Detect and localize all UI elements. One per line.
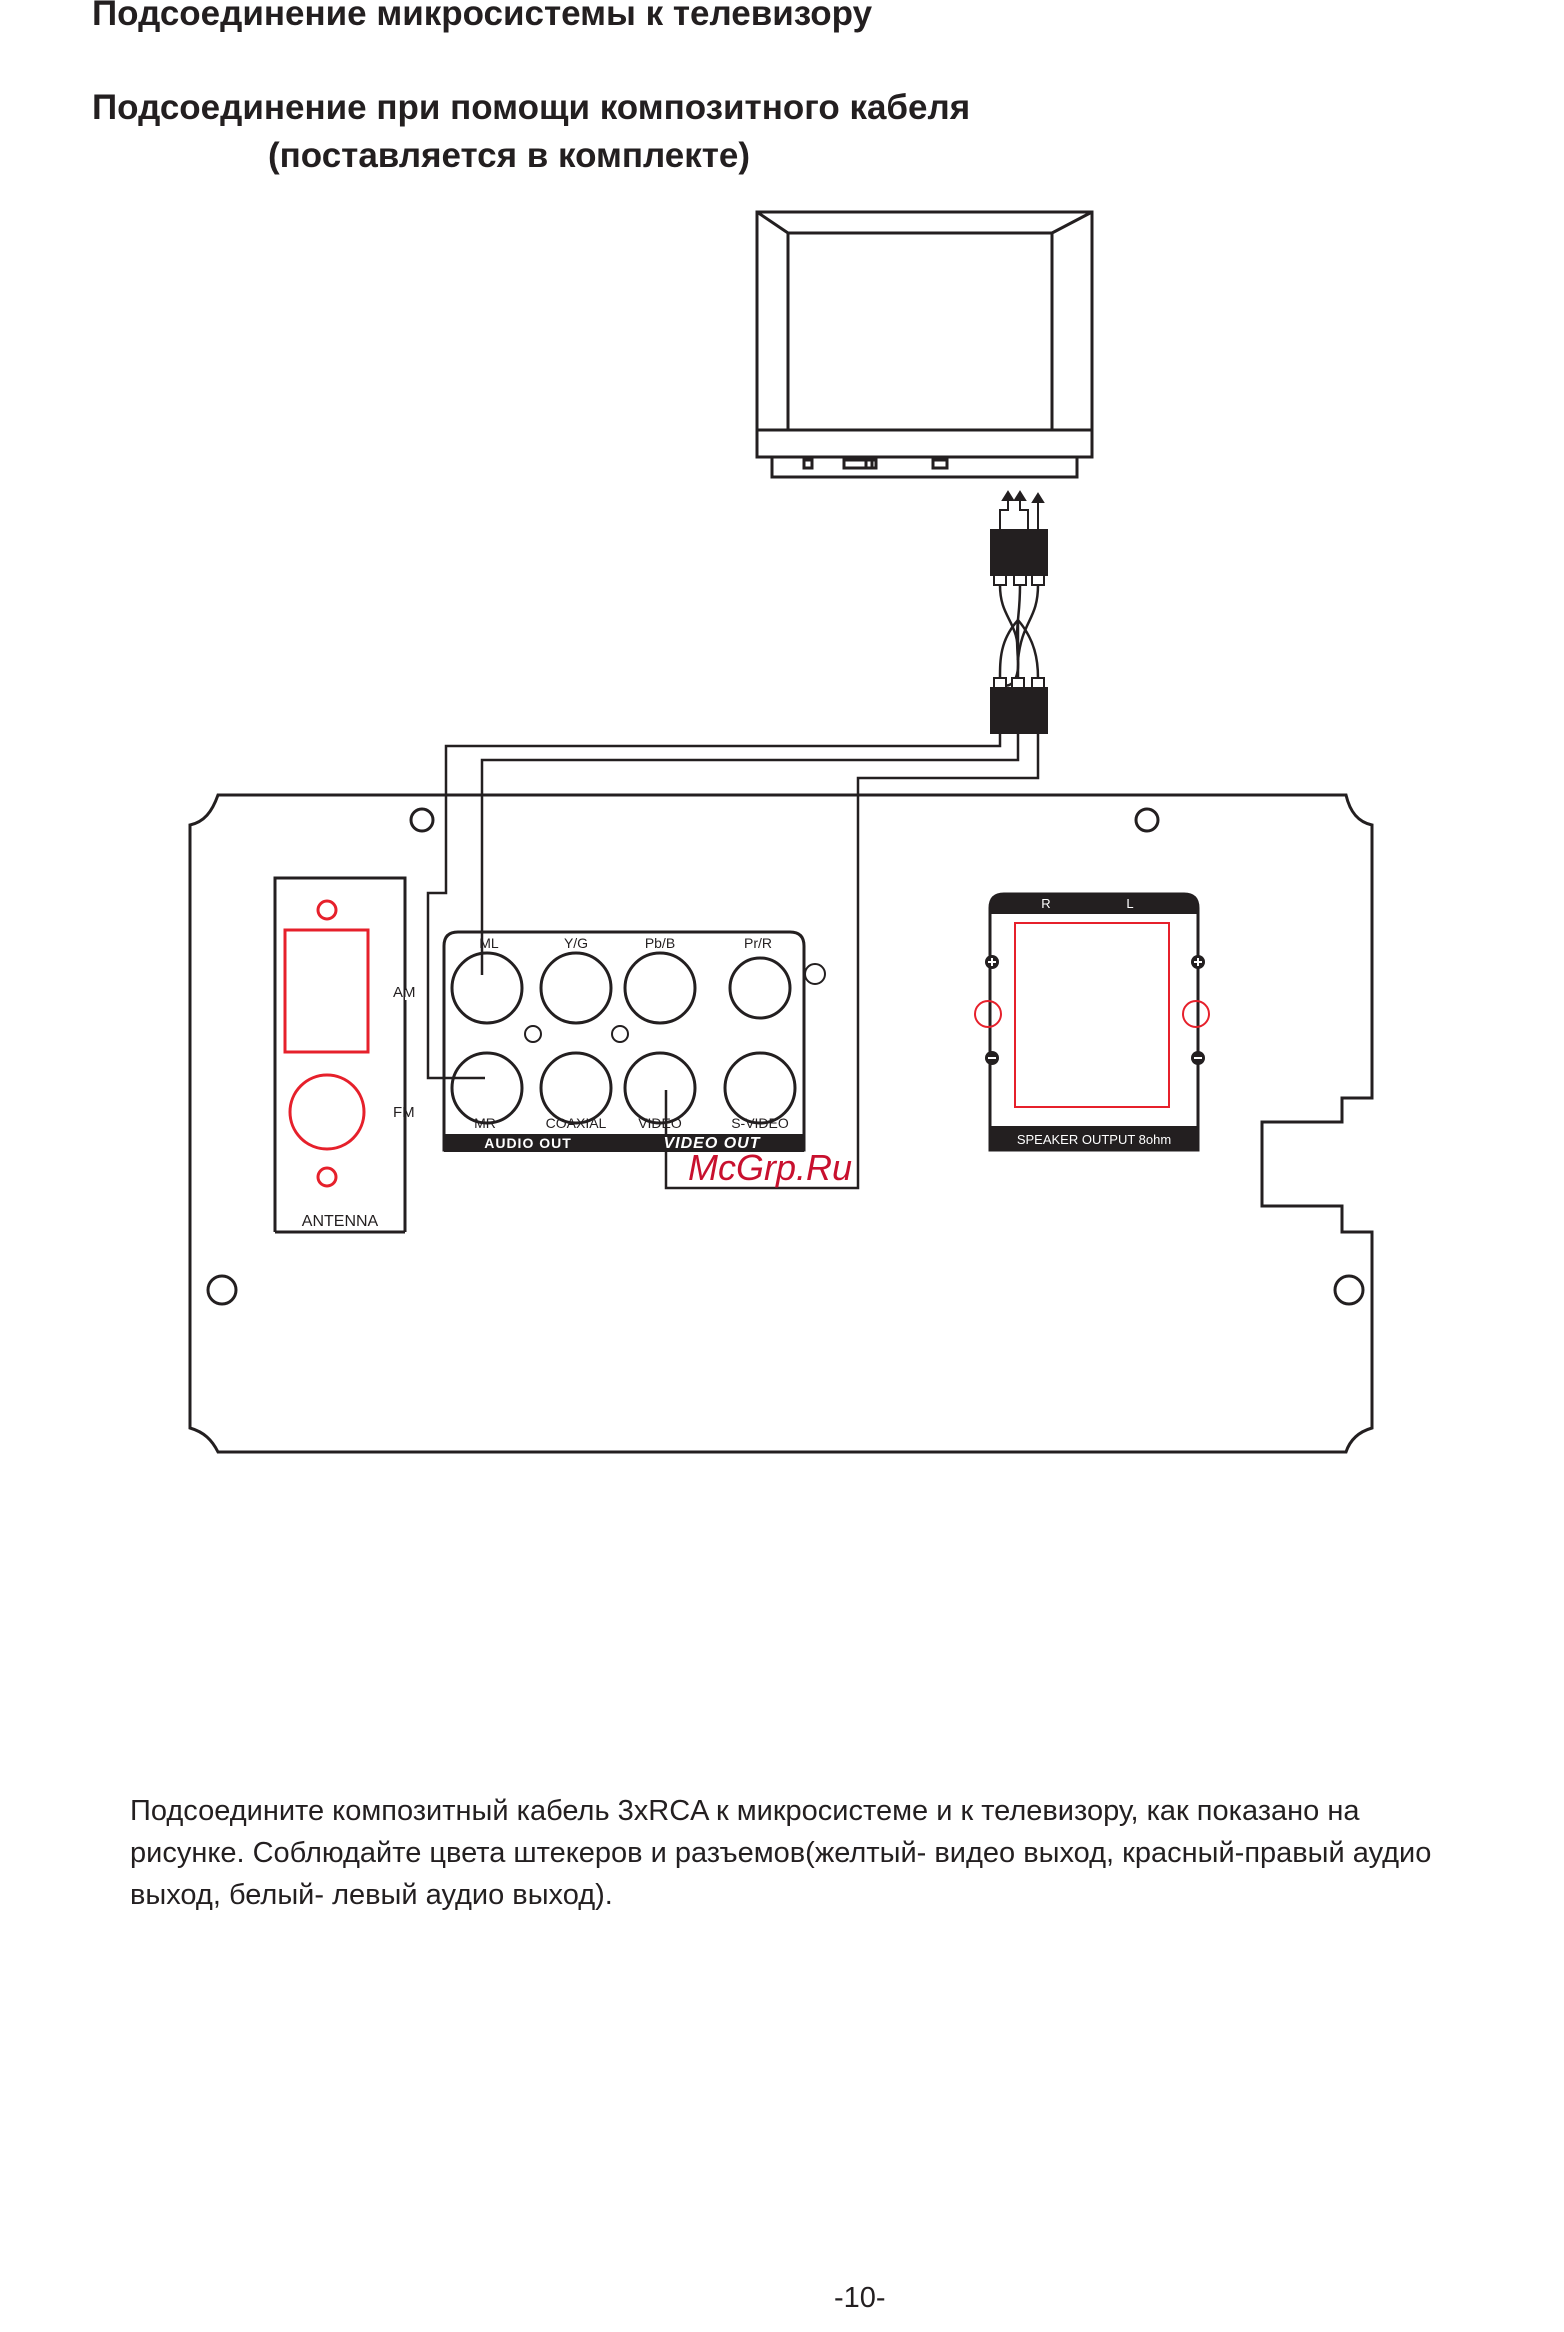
mounting-hole [1136,809,1158,831]
fm-indicator-icon [318,1168,336,1186]
speaker-terminal-block [1015,923,1169,1107]
speaker-output-label: SPEAKER OUTPUT 8ohm [1016,1132,1172,1147]
video-out-label: VIDEO OUT [663,1135,761,1152]
minus-icon [1191,1051,1205,1065]
coaxial-jack [541,1053,611,1123]
coaxial-label: COAXIAL [545,1115,607,1131]
panel-screw-icon [805,964,825,984]
instructions-line: рисунке. Соблюдайте цвета штекеров и разъемов(желтый- видео выход, красный-правый аудио [130,1837,1432,1869]
panel-screw-icon [525,1026,541,1042]
pbb-jack [625,953,695,1023]
mounting-hole [411,809,433,831]
speaker-terminal-r [975,1001,1001,1027]
fm-label: FM [393,1104,415,1121]
rca-plugs-device-end [991,678,1047,733]
plus-icon [985,955,999,969]
section-subtitle: (поставляется в комплекте) [268,136,751,175]
yg-label: Y/G [563,935,589,951]
video-jack [625,1053,695,1123]
ml-jack [452,953,522,1023]
fm-jack [290,1075,364,1149]
am-indicator-icon [318,901,336,919]
mounting-hole [1335,1276,1363,1304]
mounting-holes [208,809,1363,1304]
mounting-hole [208,1276,236,1304]
instructions-line: выход, белый- левый аудио выход). [130,1879,613,1911]
prr-label: Pr/R [744,935,772,951]
page-title: Подсоединение микросистемы к телевизору [92,0,873,33]
plus-icon [1191,955,1205,969]
speaker-output-panel [975,894,1209,1150]
antenna-panel [275,878,420,1232]
speaker-terminal-l [1183,1001,1209,1027]
minus-icon [985,1051,999,1065]
mr-jack [452,1053,522,1123]
am-terminal [285,930,368,1052]
rca-plugs-tv-end [991,492,1047,585]
composite-cable [1000,585,1038,685]
speaker-l-label: L [1126,896,1134,911]
section-title: Подсоединение при помощи композитного кабеля [92,88,971,127]
prr-jack [730,958,790,1018]
tv-illustration [757,212,1092,477]
av-output-panel [444,932,825,1152]
svideo-jack [725,1053,795,1123]
mr-label: MR [474,1115,496,1131]
svideo-label: S-VIDEO [731,1115,789,1131]
antenna-label: ANTENNA [301,1213,379,1230]
panel-screw-icon [612,1026,628,1042]
speaker-r-label: R [1041,896,1051,911]
page-number: -10- [834,2282,886,2314]
instructions-line: Подсоедините композитный кабель 3xRCA к микросистеме и к телевизору, как показано на [130,1795,1360,1827]
yg-jack [541,953,611,1023]
pbb-label: Pb/B [644,935,676,951]
video-label: VIDEO [638,1115,682,1131]
ml-label: ML [479,935,499,951]
instructions-paragraph [130,1790,1550,1916]
watermark: McGrp.Ru [688,1147,853,1188]
audio-out-label: AUDIO OUT [484,1135,572,1151]
am-label: AM [393,984,416,1001]
